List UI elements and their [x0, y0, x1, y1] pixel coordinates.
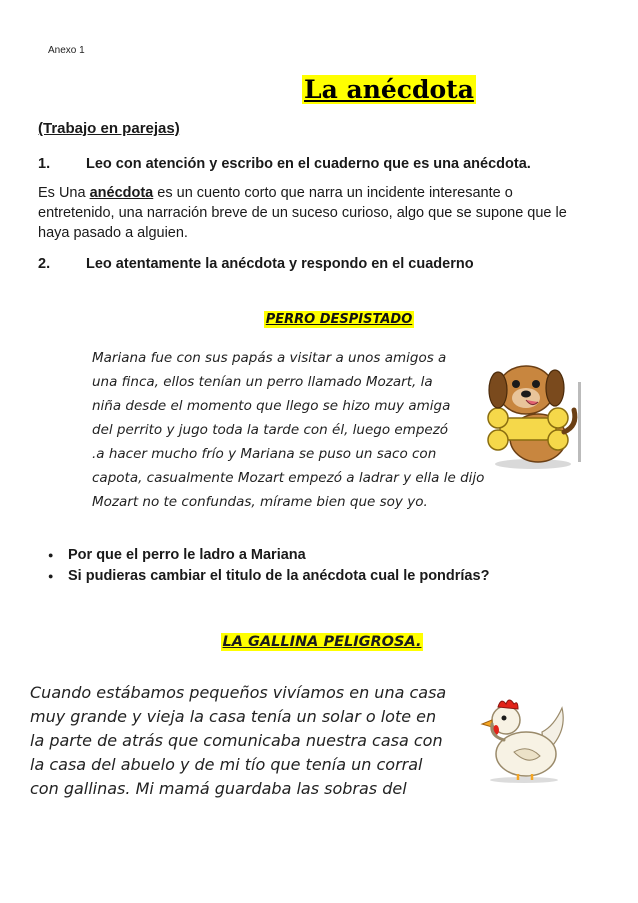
story-2-title	[0, 634, 638, 650]
questions-list	[44, 545, 624, 587]
page-title	[0, 75, 638, 104]
story-2-line: muy grande y vieja la casa tenía un solar o lote en	[30, 707, 437, 726]
instruction-2	[38, 256, 598, 276]
definition-prefix: Es Una	[38, 185, 90, 201]
question-item: ● Si pudieras cambiar el titulo de la anécdota cual le pondrías?	[44, 566, 624, 587]
story-1-line: .a hacer mucho frío y Mariana se puso un saco con	[92, 446, 437, 462]
story-1-line: del perrito y jugo toda la tarde con él, luego empezó	[92, 422, 449, 438]
annex-label: Anexo 1	[48, 45, 85, 56]
question-item: ● Por que el perro le ladro a Mariana	[44, 545, 624, 566]
subtitle: (Trabajo en parejas)	[38, 120, 180, 137]
story-2-text	[30, 681, 470, 801]
story-2-line: la parte de atrás que comunicaba nuestra casa con	[30, 731, 443, 750]
definition-keyword: anécdota	[89, 185, 154, 201]
instruction-1-number: 1.	[38, 156, 51, 172]
definition-paragraph	[38, 183, 588, 243]
story-1-title	[0, 312, 638, 327]
hen-illustration	[474, 694, 574, 784]
story-1-line: una finca, ellos tenían un perro llamado Mozart, la	[92, 374, 433, 390]
dog-illustration	[478, 352, 588, 472]
story-2-line: la casa del abuelo y de mi tío que tenía un corral	[30, 755, 423, 774]
story-1-title-text: PERRO DESPISTADO	[265, 312, 413, 327]
story-1-text	[92, 346, 522, 514]
story-1-line: Mozart no te confundas, mírame bien que soy yo.	[92, 494, 428, 510]
story-2-line: Cuando estábamos pequeños vivíamos en una casa	[30, 683, 447, 702]
page-title-text: La anécdota	[304, 75, 474, 104]
instruction-2-number: 2.	[38, 256, 51, 272]
story-2-line: con gallinas. Mi mamá guardaba las sobras del	[30, 779, 407, 798]
story-1-line: niña desde el momento que llego se hizo muy amiga	[92, 398, 451, 414]
instruction-2-text: Leo atentamente la anécdota y respondo en el cuaderno	[86, 256, 474, 272]
story-1-line: capota, casualmente Mozart empezó a ladrar y ella le dijo	[92, 470, 485, 486]
instruction-1	[38, 156, 598, 176]
story-2-title-text: LA GALLINA PELIGROSA.	[222, 634, 422, 650]
definition-rest: es un cuento corto que narra un incidente interesante o entretenido, una narración breve de un suceso curioso, algo que se supone que le haya pasado a alguien.	[38, 185, 567, 241]
instruction-1-text: Leo con atención y escribo en el cuaderno que es una anécdota.	[86, 156, 531, 172]
story-1-line: Mariana fue con sus papás a visitar a unos amigos a	[92, 350, 447, 366]
